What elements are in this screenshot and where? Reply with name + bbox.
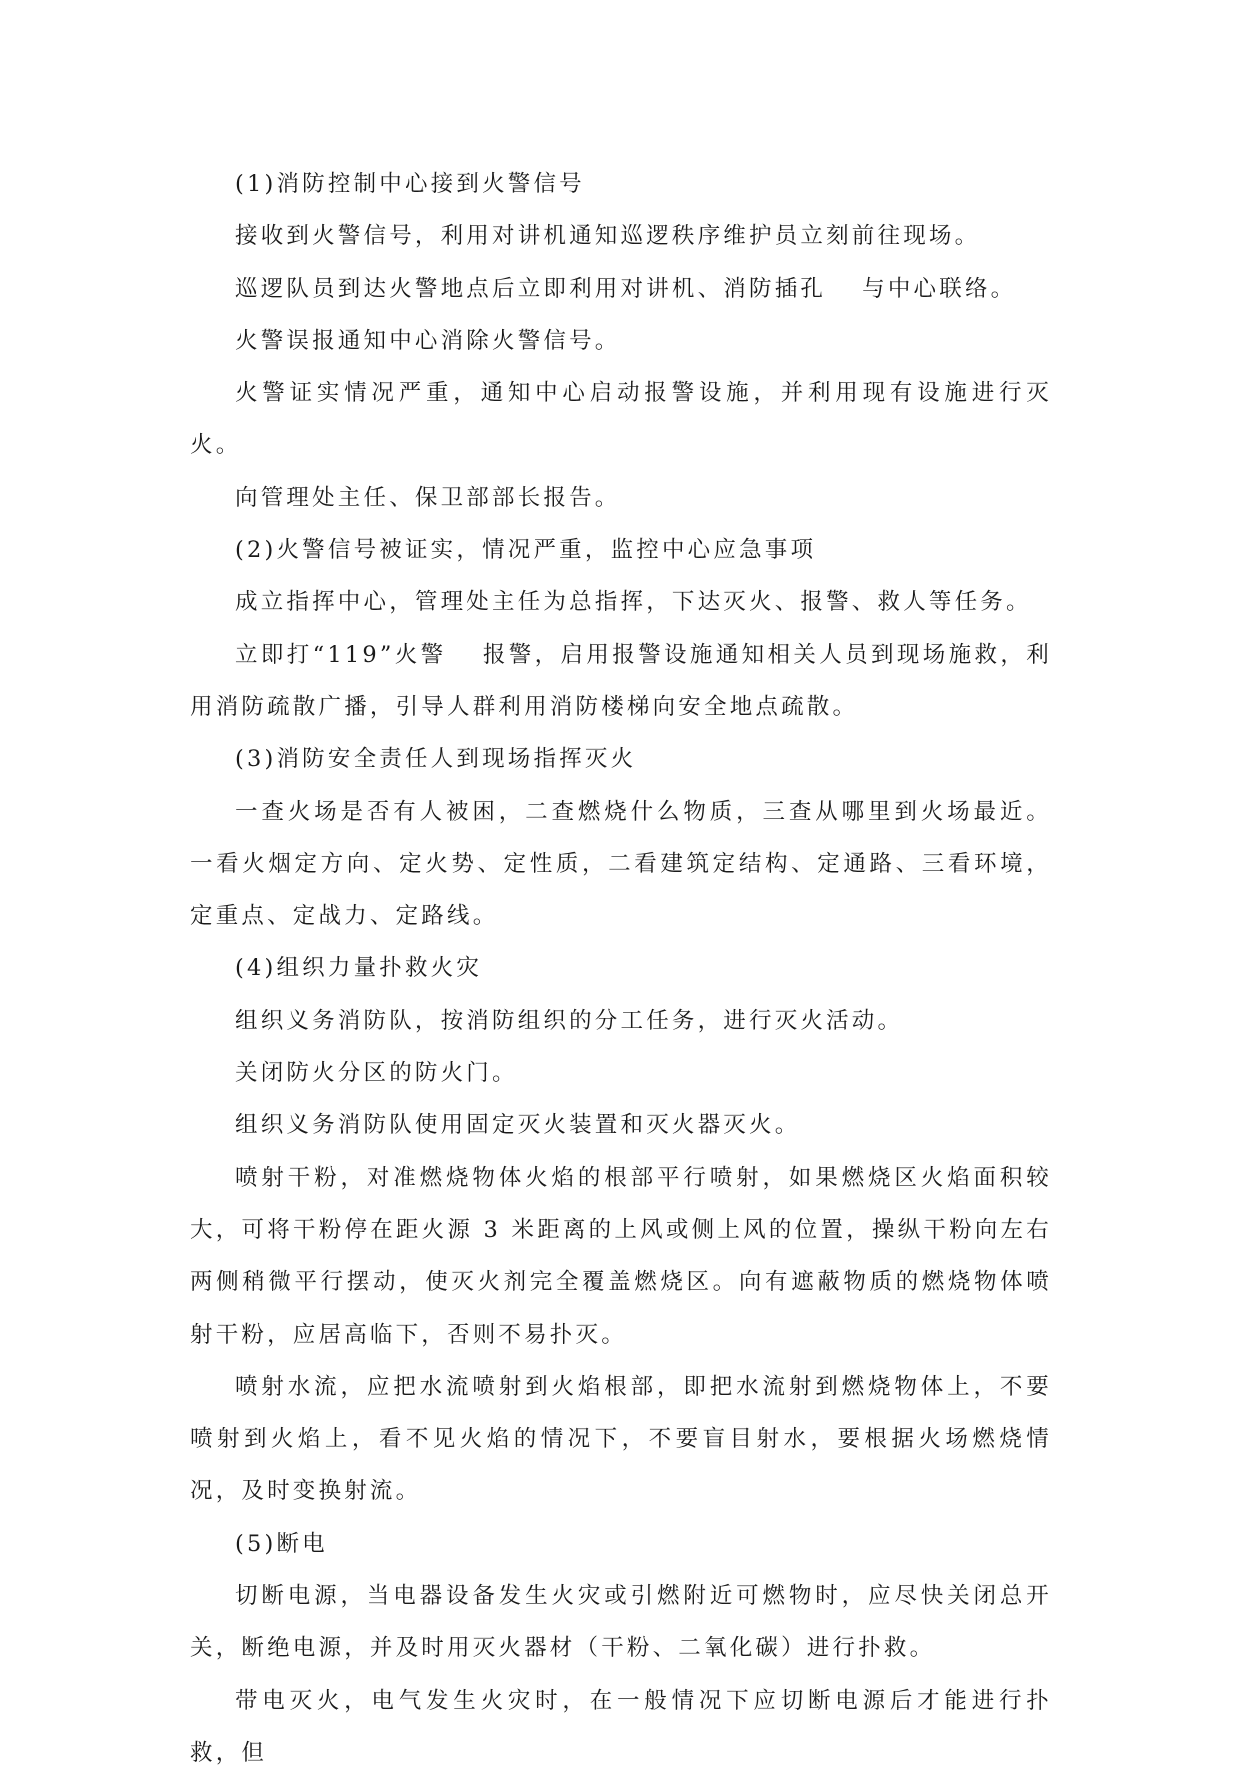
paragraph: 立即打“119”火警 报警，启用报警设施通知相关人员到现场施救，利用消防疏散广播，引导人群利用消防楼梯向安全地点疏散。	[190, 641, 1052, 720]
section-heading-3: (3)消防安全责任人到现场指挥灭火	[235, 746, 637, 773]
document-body	[190, 158, 1052, 1779]
paragraph: 向管理处主任、保卫部部长报告。	[235, 484, 621, 511]
paragraph: 切断电源，当电器设备发生火灾或引燃附近可燃物时，应尽快关闭总开关，断绝电源，并及时用灭火器材（干粉、二氧化碳）进行扑救。	[190, 1583, 1052, 1662]
paragraph: 一查火场是否有人被困，二查燃烧什么物质，三查从哪里到火场最近。一看火烟定方向、定火势、定性质，二看建筑定结构、定通路、三看环境，定重点、定战力、定路线。	[190, 798, 1052, 930]
paragraph: 组织义务消防队使用固定灭火装置和灭火器灭火。	[235, 1112, 801, 1139]
section-heading-1: (1)消防控制中心接到火警信号	[235, 171, 585, 197]
paragraph: 关闭防火分区的防火门。	[235, 1060, 518, 1087]
paragraph: 巡逻队员到达火警地点后立即利用对讲机、消防插孔 与中心联络。	[235, 275, 1017, 302]
section-heading-4: (4)组织力量扑救火灾	[235, 955, 483, 982]
section-heading-2: (2)火警信号被证实，情况严重，监控中心应急事项	[235, 537, 817, 564]
paragraph: 喷射水流，应把水流喷射到火焰根部，即把水流射到燃烧物体上，不要喷射到火焰上，看不见火焰的情况下，不要盲目射水，要根据火场燃烧情况，及时变换射流。	[190, 1373, 1052, 1505]
paragraph: 成立指挥中心，管理处主任为总指挥，下达灭火、报警、救人等任务。	[235, 589, 1032, 616]
paragraph: 喷射干粉，对准燃烧物体火焰的根部平行喷射，如果燃烧区火焰面积较大，可将干粉停在距火源 3 米距离的上风或侧上风的位置，操纵干粉向左右两侧稍微平行摆动，使灭火剂完全覆盖燃烧区。向有遮蔽物质的燃烧物体喷射干粉，应居高临下，否则不易扑灭。	[190, 1164, 1052, 1348]
paragraph: 火警证实情况严重，通知中心启动报警设施，并利用现有设施进行灭火。	[190, 380, 1052, 459]
paragraph: 火警误报通知中心消除火警信号。	[235, 327, 621, 354]
paragraph: 接收到火警信号，利用对讲机通知巡逻秩序维护员立刻前往现场。	[235, 223, 981, 250]
paragraph: 组织义务消防队，按消防组织的分工任务，进行灭火活动。	[235, 1007, 904, 1034]
section-heading-5: (5)断电	[235, 1530, 328, 1557]
paragraph: 带电灭火，电气发生火灾时，在一般情况下应切断电源后才能进行扑救，但	[190, 1687, 1052, 1766]
